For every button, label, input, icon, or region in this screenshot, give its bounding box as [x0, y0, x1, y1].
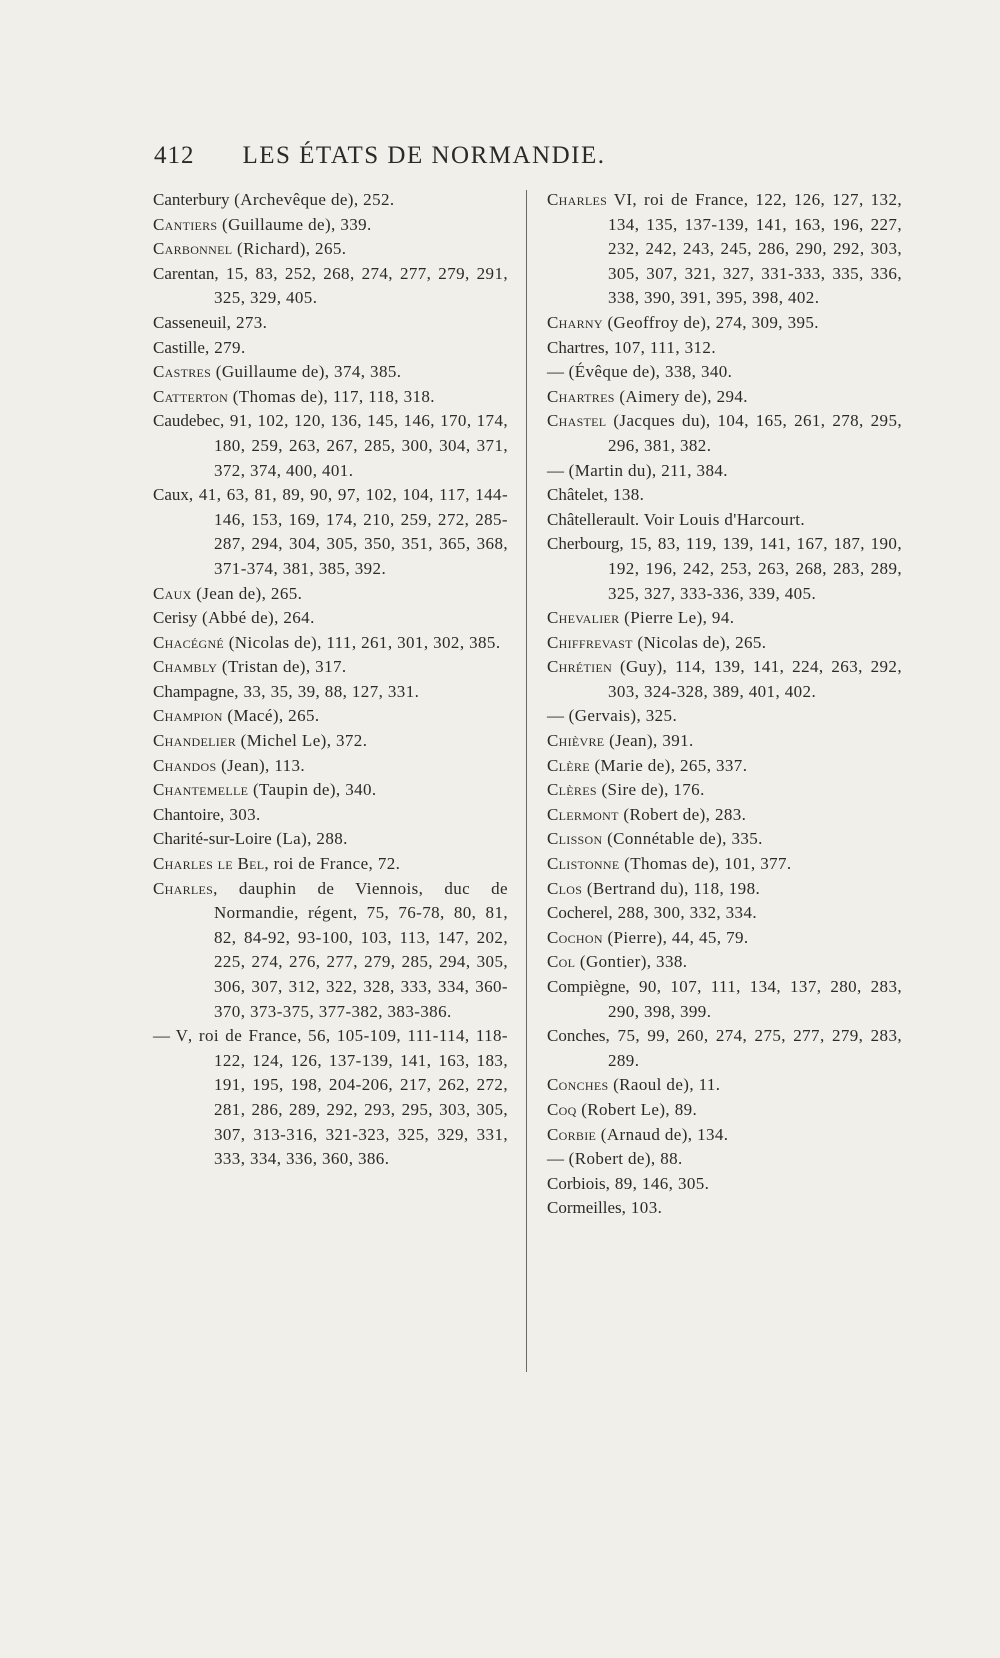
- entry-name: Champion: [153, 706, 223, 726]
- index-entry: [547, 311, 902, 336]
- entry-references: (Michel Le), 372.: [236, 731, 368, 751]
- entry-references: (Raoul de), 11.: [608, 1075, 721, 1095]
- entry-references: (Connétable de), 335.: [602, 829, 763, 849]
- entry-references: (Marie de), 265, 337.: [589, 755, 748, 775]
- entry-name: Chrétien: [547, 657, 613, 677]
- index-entry: [153, 606, 508, 631]
- index-entry: [153, 827, 508, 852]
- index-entry: [153, 237, 508, 262]
- entry-references: (Pierre Le), 94.: [619, 608, 735, 628]
- entry-references: (Geoffroy de), 274, 309, 395.: [602, 312, 819, 332]
- entry-name: Clistonne: [547, 854, 620, 874]
- entry-name: Conches: [547, 1075, 609, 1095]
- entry-name: Clisson: [547, 829, 603, 849]
- index-entry: [153, 729, 508, 754]
- entry-references: (Nicolas de), 111, 261, 301, 302, 385.: [224, 632, 501, 652]
- index-entry: [547, 508, 902, 533]
- entry-references: , 107, 111, 312.: [604, 337, 716, 357]
- entry-references: (Robert Le), 89.: [576, 1099, 698, 1119]
- entry-name: Chartres: [547, 337, 605, 357]
- entry-references: (Jean), 391.: [604, 731, 694, 751]
- entry-references: (Nicolas de), 265.: [632, 632, 767, 652]
- entry-references: (Gontier), 338.: [575, 952, 688, 972]
- entry-name: Clères: [547, 780, 597, 800]
- index-entry: [153, 680, 508, 705]
- entry-name: Canterbury: [153, 190, 230, 209]
- entry-name: Castres: [153, 362, 212, 382]
- entry-name: Cerisy: [153, 608, 198, 628]
- entry-references: (Jean), 113.: [216, 755, 306, 775]
- entry-name: Catterton: [153, 386, 229, 406]
- entry-references: (Jacques du), 104, 165, 261, 278, 295, 296, 381, 382.: [606, 411, 902, 455]
- index-entry: [153, 360, 508, 385]
- entry-references: . Voir Louis d'Harcourt.: [634, 509, 806, 529]
- index-entry: [153, 188, 508, 213]
- entry-references: (Robert de), 88.: [564, 1149, 683, 1169]
- entry-name: Corbie: [547, 1124, 597, 1144]
- entry-name: Clère: [547, 755, 590, 775]
- index-entry: [547, 926, 902, 951]
- entry-name: Charles le Bel: [153, 854, 265, 874]
- index-entry: [153, 409, 508, 483]
- page-header: [154, 142, 694, 178]
- entry-name: Cochon: [547, 927, 603, 947]
- entry-references: (Thomas de), 117, 118, 318.: [228, 386, 435, 406]
- entry-name: Clermont: [547, 804, 619, 824]
- entry-name: Caux: [153, 583, 192, 603]
- entry-name: Charles VI: [547, 190, 633, 209]
- entry-name: Chantoire: [153, 804, 221, 824]
- entry-name: Casseneuil: [153, 312, 227, 332]
- index-entry: [547, 336, 902, 361]
- index-entry: [153, 852, 508, 877]
- entry-references: , dauphin de Viennois, duc de Normandie, régent, 75, 76-78, 80, 81, 82, 84-92, 93-100, 103, 113, 147, 202, 225, 274, 276, 277, 279, 285, 294, 305, 306, 307, 312, 322, 328, 333, 334, 360-370, 373-375, 377-382, 383-386.: [213, 878, 508, 1021]
- entry-name: Compiègne: [547, 977, 626, 996]
- index-entry: [153, 803, 508, 828]
- entry-name: Chantemelle: [153, 780, 249, 800]
- index-entry: [153, 778, 508, 803]
- index-entry: [153, 655, 508, 680]
- index-entry: [153, 262, 508, 311]
- entry-name: Clos: [547, 878, 583, 898]
- index-entry: [547, 778, 902, 803]
- entry-name: Chièvre: [547, 731, 605, 751]
- entry-references: , 75, 99, 260, 274, 275, 277, 279, 283, 289.: [605, 1026, 902, 1070]
- entry-name: Chandos: [153, 755, 217, 775]
- entry-references: , 279.: [204, 337, 246, 357]
- entry-references: , 15, 83, 119, 139, 141, 167, 187, 190, 192, 196, 242, 253, 263, 268, 283, 289, 325, 327, 333-336, 339, 405.: [608, 534, 902, 603]
- entry-references: , 273.: [226, 312, 268, 332]
- entry-references: (Pierre), 44, 45, 79.: [602, 927, 749, 947]
- entry-name: — V: [153, 1026, 188, 1046]
- entry-name: Cherbourg: [547, 534, 620, 554]
- index-entry: [547, 827, 902, 852]
- index-entry: [547, 459, 902, 484]
- entry-references: , 103.: [621, 1198, 663, 1218]
- entry-name: Corbiois: [547, 1173, 606, 1193]
- entry-name: —: [547, 1149, 564, 1169]
- running-title: LES ÉTATS DE NORMANDIE.: [242, 142, 606, 169]
- entry-references: (Martin du), 211, 384.: [564, 460, 728, 480]
- entry-references: , 288, 300, 332, 334.: [608, 903, 758, 923]
- index-entry: [153, 582, 508, 607]
- index-entry: [547, 1073, 902, 1098]
- entry-references: , 41, 63, 81, 89, 90, 97, 102, 104, 117, 144-146, 153, 169, 174, 210, 259, 272, 285-287, 294, 304, 305, 350, 351, 365, 368, 371-374, 381, 385, 392.: [188, 485, 508, 578]
- entry-name: —: [547, 460, 564, 480]
- entry-name: Charité-sur-Loire: [153, 829, 272, 849]
- index-entry: [547, 1172, 902, 1197]
- index-entry: [153, 754, 508, 779]
- index-column-right: [547, 188, 902, 1221]
- entry-references: , roi de France, 56, 105-109, 111-114, 118-122, 124, 126, 137-139, 141, 163, 183, 191, 195, 198, 204-206, 217, 262, 272, 281, 286, 289, 292, 293, 295, 303, 305, 307, 313-316, 321-323, 325, 329, 331, 333, 334, 336, 360, 386.: [187, 1026, 508, 1169]
- entry-references: (Abbé de), 264.: [197, 608, 315, 628]
- entry-references: (Robert de), 283.: [618, 804, 747, 824]
- entry-name: Châtellerault: [547, 509, 635, 529]
- entry-name: Caux: [153, 485, 189, 505]
- index-entry: [153, 631, 508, 656]
- index-entry: [547, 655, 902, 704]
- entry-references: , 89, 146, 305.: [605, 1173, 710, 1193]
- index-entry: [547, 483, 902, 508]
- index-entry: [547, 754, 902, 779]
- entry-references: (Macé), 265.: [222, 706, 320, 726]
- entry-references: , 138.: [603, 485, 645, 505]
- entry-references: , 91, 102, 120, 136, 145, 146, 170, 174, 180, 259, 263, 267, 285, 300, 304, 371, 372, 374, 400, 401.: [214, 411, 508, 480]
- index-entry: [547, 877, 902, 902]
- entry-references: , roi de France, 72.: [264, 854, 401, 874]
- index-entry: [547, 852, 902, 877]
- page-number: 412: [154, 142, 195, 169]
- entry-name: Carbonnel: [153, 239, 233, 259]
- entry-references: (Richard), 265.: [232, 239, 347, 259]
- index-entry: [547, 1147, 902, 1172]
- entry-references: (Taupin de), 340.: [248, 780, 377, 800]
- entry-name: Chandelier: [153, 731, 236, 751]
- entry-references: (Tristan de), 317.: [217, 657, 347, 677]
- index-entry: [153, 385, 508, 410]
- index-entry: [547, 950, 902, 975]
- entry-references: (La), 288.: [271, 829, 348, 849]
- entry-name: Chacégné: [153, 632, 225, 652]
- entry-references: , roi de France, 122, 126, 127, 132, 134, 135, 137-139, 141, 163, 196, 227, 232, 242, 243, 245, 286, 290, 292, 303, 305, 307, 321, 327, 331-333, 335, 336, 338, 390, 391, 395, 398, 402.: [608, 190, 903, 308]
- entry-references: (Guillaume de), 374, 385.: [211, 362, 402, 382]
- entry-name: Châtelet: [547, 485, 604, 505]
- index-entry: [547, 1123, 902, 1148]
- entry-references: (Jean de), 265.: [191, 583, 303, 603]
- index-entry: [153, 311, 508, 336]
- entry-references: , 90, 107, 111, 134, 137, 280, 283, 290, 398, 399.: [608, 977, 902, 1021]
- column-divider: [526, 190, 527, 1372]
- entry-references: , 15, 83, 252, 268, 274, 277, 279, 291, 325, 329, 405.: [214, 263, 508, 308]
- index-entry: [547, 385, 902, 410]
- index-column-left: [153, 188, 508, 1172]
- entry-name: Cantiers: [153, 214, 218, 234]
- entry-name: Cormeilles: [547, 1198, 622, 1218]
- entry-name: Chartres: [547, 386, 615, 406]
- entry-name: Conches: [547, 1026, 606, 1046]
- index-entry: [153, 483, 508, 581]
- index-entry: [153, 1024, 508, 1172]
- entry-name: Carentan: [153, 263, 215, 283]
- index-entry: [547, 532, 902, 606]
- entry-references: (Bertrand du), 118, 198.: [582, 878, 761, 898]
- entry-references: (Guy), 114, 139, 141, 224, 263, 292, 303, 324-328, 389, 401, 402.: [608, 657, 902, 701]
- index-entry: [547, 631, 902, 656]
- index-entry: [547, 188, 902, 311]
- entry-name: Chevalier: [547, 608, 620, 628]
- entry-name: Cocherel: [547, 903, 609, 923]
- entry-references: (Aimery de), 294.: [614, 386, 748, 406]
- index-entry: [547, 901, 902, 926]
- entry-name: Chambly: [153, 657, 218, 677]
- index-entry: [153, 877, 508, 1025]
- entry-references: (Arnaud de), 134.: [596, 1124, 729, 1144]
- index-entry: [153, 704, 508, 729]
- entry-references: (Gervais), 325.: [564, 706, 678, 726]
- index-entry: [547, 1024, 902, 1073]
- index-entry: [547, 1196, 902, 1221]
- index-entry: [547, 360, 902, 385]
- index-entry: [547, 1098, 902, 1123]
- entry-name: Castille: [153, 337, 205, 357]
- entry-name: Charny: [547, 312, 603, 332]
- entry-references: (Archevêque de), 252.: [229, 190, 395, 209]
- entry-references: (Évêque de), 338, 340.: [564, 362, 733, 382]
- entry-name: Coq: [547, 1099, 577, 1119]
- entry-name: Caudebec: [153, 411, 221, 431]
- entry-name: Chastel: [547, 411, 607, 431]
- index-entry: [547, 409, 902, 458]
- entry-name: Col: [547, 952, 576, 972]
- entry-name: Champagne: [153, 681, 235, 701]
- entry-references: (Guillaume de), 339.: [217, 214, 372, 234]
- entry-references: (Thomas de), 101, 377.: [619, 854, 792, 874]
- index-entry: [153, 213, 508, 238]
- entry-name: —: [547, 362, 564, 382]
- entry-name: —: [547, 706, 564, 726]
- index-entry: [547, 803, 902, 828]
- index-entry: [547, 729, 902, 754]
- index-entry: [547, 606, 902, 631]
- entry-references: , 303.: [220, 804, 261, 824]
- entry-references: (Sire de), 176.: [596, 780, 705, 800]
- index-entry: [547, 704, 902, 729]
- index-entry: [153, 336, 508, 361]
- entry-name: Charles: [153, 878, 214, 898]
- index-entry: [547, 975, 902, 1024]
- entry-references: , 33, 35, 39, 88, 127, 331.: [234, 681, 420, 701]
- entry-name: Chiffrevast: [547, 632, 633, 652]
